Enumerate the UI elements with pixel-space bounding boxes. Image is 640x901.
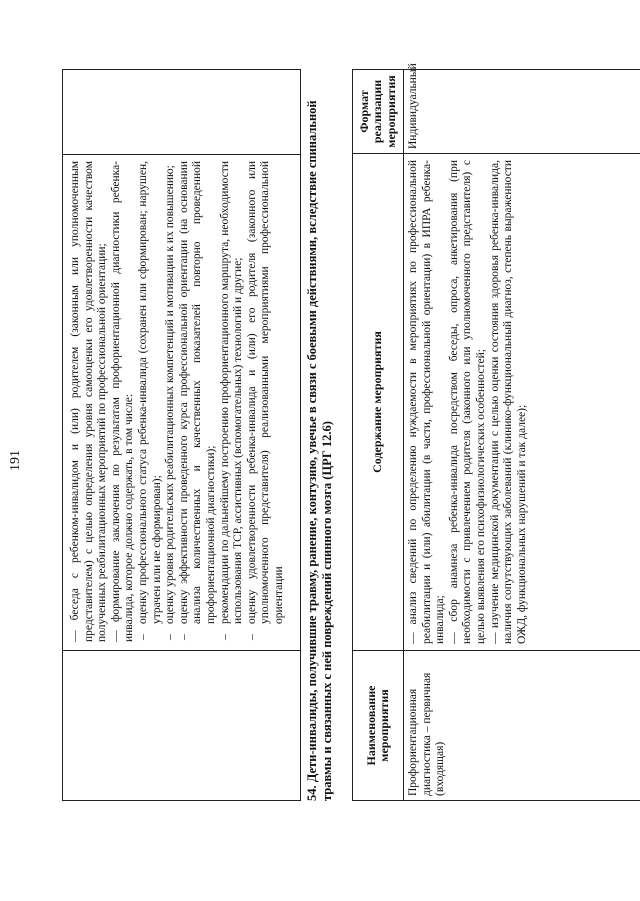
- list-item: — формирование заключения по результатам профориентационной диагностики ребенка-инвалида, которое должно содержать, в том числе:: [109, 161, 136, 642]
- header-format: Формат реализации мероприятия: [356, 75, 398, 148]
- measure-name: Профориентационная диагностика – первичная (входящая): [407, 672, 447, 796]
- page-number: 191: [8, 450, 23, 471]
- measures-table: [352, 63, 640, 801]
- list-item: — беседа с ребенком-инвалидом и (или) родителем (законным или уполномоченным представителем) с целью определения уровня самооценки его удовлетворенности качеством полученных реабилитационных мероприятий по профессиональной ориентации;: [69, 161, 109, 642]
- sub-list-item: – рекомендации по дальнейшему построению профориентационного маршрута, необходимости использования ТСР, ассистивных (вспомогательных) технологий и другие;: [218, 161, 245, 640]
- measure-format: Индивидуальный: [407, 63, 419, 149]
- measure-content: [407, 160, 529, 644]
- table-cell-format-empty: [63, 70, 300, 153]
- sub-list-item: – оценку эффективности проведенного курса профессиональной ориентации (на основании анализа количественных и качественных показателей повторно проведенной профориентационной диагностики);: [177, 161, 217, 640]
- table-cell-content: [63, 154, 300, 650]
- sub-list-item: – оценку удовлетворенности ребенка-инвалида и (или) его родителя (законного или уполномоченного представителя) реализованными мероприятиями профессиональной ориентации: [245, 161, 285, 640]
- sub-list-item: – оценку уровня родительских реабилитационных компетенций и мотивации к их повышению;: [164, 165, 177, 640]
- continuation-table: [62, 69, 301, 801]
- sub-list-item: – оценку профессионального статуса ребенка-инвалида (сохранен или сформирован; нарушен, утрачен или не сформирован);: [136, 161, 163, 640]
- list-item: — сбор анамнеза ребенка-инвалида посредством беседы, опроса, анкетирования (при необходимости с привлечением родителя (законного или уполномоченного представителя) с целью выявления его психофизиологических особенностей;: [447, 160, 487, 644]
- list-item: — анализ сведений по определению нуждаемости в мероприятиях по профессиональной реабилитации и (или) абилитации (в части, профессиональной ориентации) в ИПРА ребенка-инвалида;: [407, 160, 447, 644]
- table-cell-name-empty: [63, 650, 300, 800]
- header-name: Наименование мероприятия: [363, 685, 391, 766]
- section-heading: 54. Дети-инвалиды, получившие травму, ранение, контузию, увечье в связи с боевыми действиями, вследствие спинальной травмы и связанных с ней повреждений спинного мозга (ЦРГ 12.6): [305, 100, 334, 801]
- list-item: — изучение медицинской документации с целью оценки состояния здоровья ребенка-инвалида, наличия сопутствующих заболеваний (клинико-функциональный диагноз, степень выраженности ОЖД, функциональных нарушений и так далее);: [488, 160, 528, 644]
- header-content: Содержание мероприятия: [370, 331, 385, 473]
